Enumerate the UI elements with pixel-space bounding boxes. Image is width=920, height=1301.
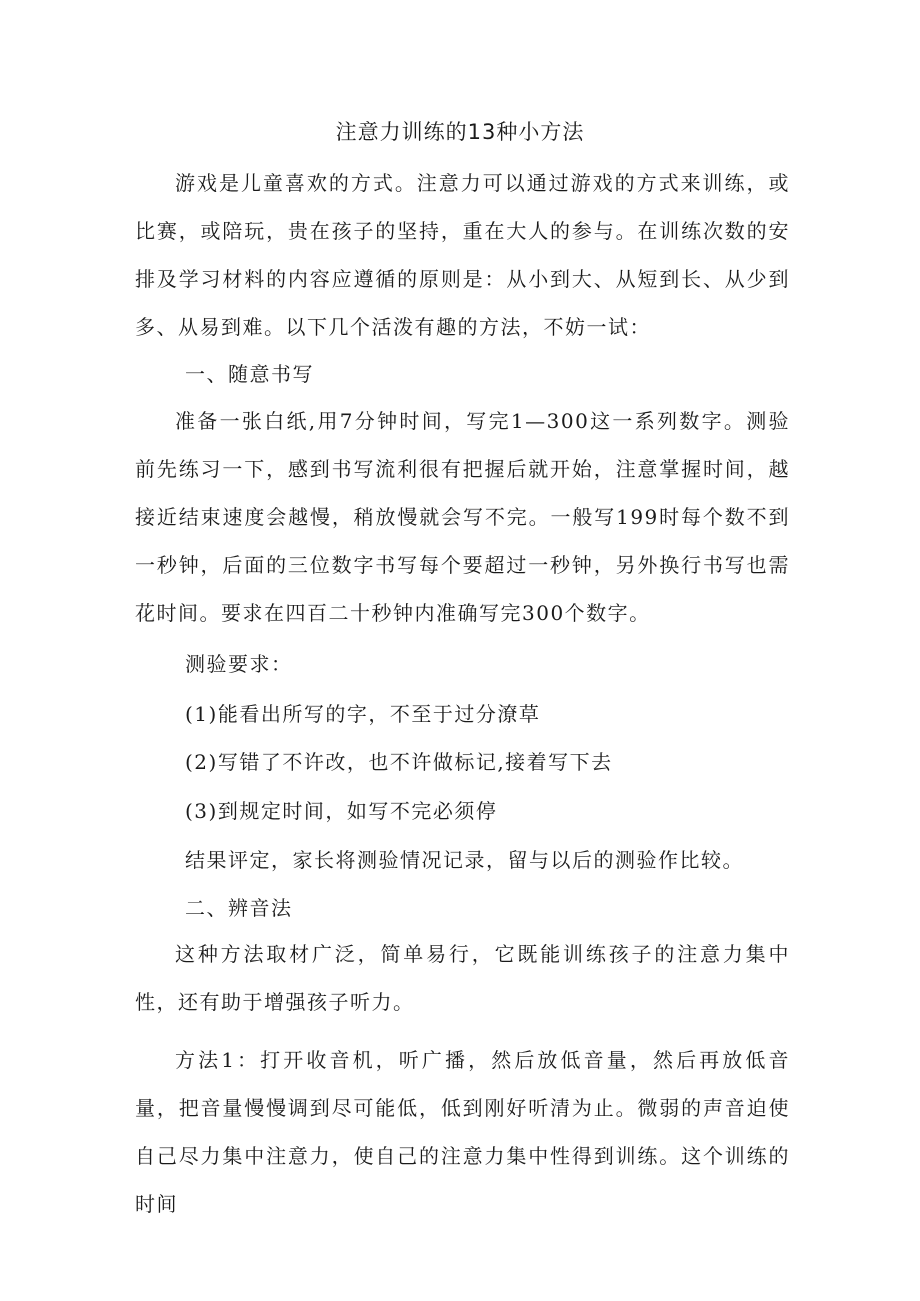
requirement-item: (2)写错了不许改，也不许做标记,接着写下去	[185, 750, 613, 774]
intro-paragraph: 游戏是儿童喜欢的方式。注意力可以通过游戏的方式来训练，或比赛，或陪玩，贵在孩子的坚持，重在大人的参与。在训练次数的安排及学习材料的内容应遵循的原则是：从小到大、从短到长、从少到多、从易到难。以下几个活泼有趣的方法，不妨一试：	[135, 171, 790, 339]
result-paragraph: 结果评定，家长将测验情况记录，留与以后的测验作比较。	[185, 848, 744, 872]
requirements-label: 测验要求：	[185, 652, 293, 676]
section1-heading: 一、随意书写	[185, 362, 314, 386]
requirement-item: (1)能看出所写的字，不至于过分潦草	[185, 702, 541, 726]
document-title: 注意力训练的13种小方法	[335, 120, 585, 144]
section1-body: 准备一张白纸,用7分钟时间，写完1—300这一系列数字。测验前先练习一下，感到书写流利很有把握后就开始，注意掌握时间，越接近结束速度会越慢，稍放慢就会写不完。一般写199时每个数不到一秒钟，后面的三位数字书写每个要超过一秒钟，另外换行书写也需花时间。要求在四百二十秒钟内准确写完300个数字。	[135, 409, 790, 625]
requirement-item: (3)到规定时间，如写不完必须停	[185, 799, 498, 823]
section2-body: 这种方法取材广泛，简单易行，它既能训练孩子的注意力集中性，还有助于增强孩子听力。	[135, 942, 790, 1014]
section2-heading: 二、辨音法	[185, 896, 293, 920]
method1-paragraph: 方法1：打开收音机，听广播，然后放低音量，然后再放低音量，把音量慢慢调到尽可能低，低到刚好听清为止。微弱的声音迫使自己尽力集中注意力，使自己的注意力集中性得到训练。这个训练的时间	[135, 1048, 790, 1216]
